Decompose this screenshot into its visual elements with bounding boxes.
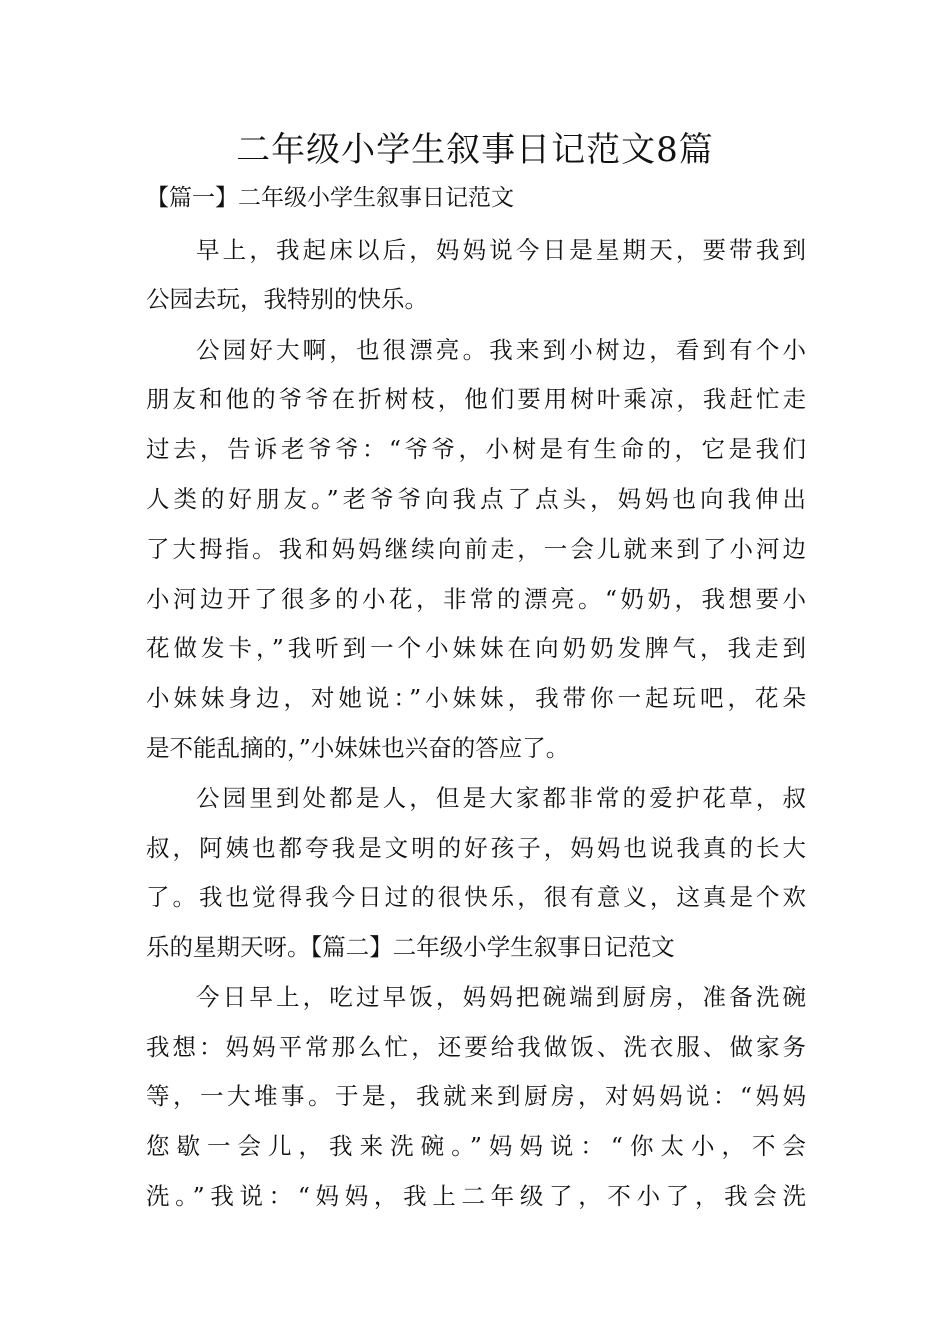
paragraph-line: 是不能乱摘的，”小妹妹也兴奋的答应了。 xyxy=(146,734,570,762)
document-title: 二年级小学生叙事日记范文8篇 xyxy=(236,130,714,170)
section-heading: 【篇一】二年级小学生叙事日记范文 xyxy=(146,185,514,211)
paragraph-line: 了。我也觉得我今日过的很快乐，很有意义，这真是个欢 xyxy=(146,883,806,911)
paragraph-line: 早上，我起床以后，妈妈说今日是星期天，要带我到 xyxy=(196,236,806,264)
paragraph-line: 公园里到处都是人，但是大家都非常的爱护花草，叔 xyxy=(196,784,806,812)
paragraph-line: 了大拇指。我和妈妈继续向前走，一会儿就来到了小河边 xyxy=(146,535,806,563)
paragraph-line: 朋友和他的爷爷在折树枝，他们要用树叶乘凉，我赶忙走 xyxy=(146,385,806,413)
paragraph-line: 洗。”我说：“妈妈，我上二年级了，不小了，我会洗 xyxy=(146,1182,806,1210)
paragraph-line: 小妹妹身边，对她说：”小妹妹，我带你一起玩吧，花朵 xyxy=(146,684,806,712)
paragraph-line: 等，一大堆事。于是，我就来到厨房，对妈妈说：“妈妈 xyxy=(146,1082,806,1110)
paragraph-line: 人类的好朋友。”老爷爷向我点了点头，妈妈也向我伸出 xyxy=(146,485,806,513)
paragraph-line: 您歇一会儿，我来洗碗。”妈妈说：“你太小，不会 xyxy=(146,1132,806,1160)
paragraph-line: 公园好大啊，也很漂亮。我来到小树边，看到有个小 xyxy=(196,336,806,364)
paragraph-line: 公园去玩，我特别的快乐。 xyxy=(146,285,428,313)
paragraph-line: 乐的星期天呀。【篇二】二年级小学生叙事日记范文 xyxy=(146,933,675,961)
paragraph-line: 过去，告诉老爷爷：“爷爷，小树是有生命的，它是我们 xyxy=(146,435,806,463)
paragraph-line: 叔，阿姨也都夸我是文明的好孩子，妈妈也说我真的长大 xyxy=(146,834,806,862)
paragraph-line: 花做发卡，”我听到一个小妹妹在向奶奶发脾气，我走到 xyxy=(146,634,806,662)
paragraph-line: 小河边开了很多的小花，非常的漂亮。“奶奶，我想要小 xyxy=(146,585,806,613)
paragraph-line: 我想：妈妈平常那么忙，还要给我做饭、洗衣服、做家务 xyxy=(146,1033,806,1061)
paragraph-line: 今日早上，吃过早饭，妈妈把碗端到厨房，准备洗碗 xyxy=(196,983,806,1011)
